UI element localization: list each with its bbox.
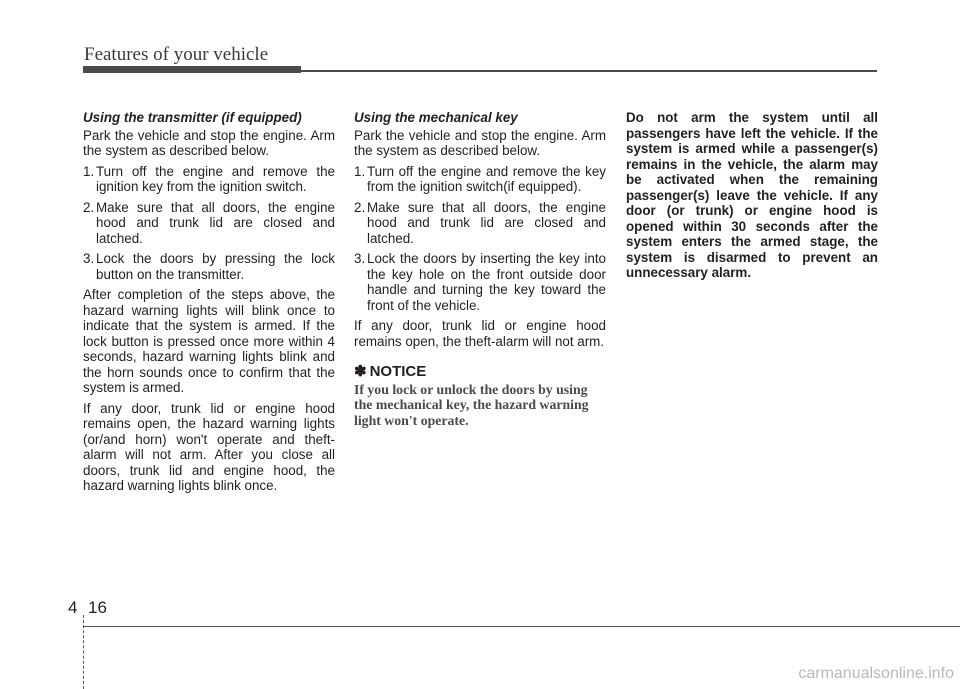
asterisk-icon: ✽ bbox=[354, 363, 367, 380]
notice-text: If you lock or unlock the doors by using the mechanical key, the hazard warning light won't operate. bbox=[354, 381, 589, 428]
section-heading: Using the mechanical key bbox=[354, 110, 518, 125]
warning-paragraph: Do not arm the system until all passengers have left the vehicle. If the system is armed while a passenger(s) remains in the vehicle, the alarm may be activated when the remaining passenger(s) leave the vehicle. If any door (or trunk) or engine hood is opened within 30 seconds after the system enters the armed stage, the system is disarmed to prevent an unnecessary alarm. bbox=[626, 110, 878, 280]
header-rule bbox=[301, 70, 877, 72]
chapter-number: 4 bbox=[68, 598, 78, 617]
footer-divider bbox=[83, 615, 84, 689]
notice-heading bbox=[354, 364, 606, 380]
intro-paragraph: Park the vehicle and stop the engine. Arm the system as described below. bbox=[354, 127, 606, 158]
step-list bbox=[83, 164, 335, 283]
list-item: 2. Make sure that all doors, the engine hood and trunk lid are closed and latched. bbox=[83, 199, 335, 246]
body-paragraph: If any door, trunk lid or engine hood remains open, the theft-alarm will not arm. bbox=[354, 318, 606, 349]
intro-paragraph: Park the vehicle and stop the engine. Arm the system as described below. bbox=[83, 127, 335, 158]
list-item: 1. Turn off the engine and remove the ignition key from the ignition switch. bbox=[83, 163, 335, 194]
step-list bbox=[354, 164, 606, 314]
column-mechanical-key bbox=[354, 110, 606, 428]
list-item: 3. Lock the doors by pressing the lock button on the transmitter. bbox=[83, 251, 335, 282]
column-transmitter bbox=[83, 110, 335, 499]
body-paragraph: After completion of the steps above, the hazard warning lights will blink once to indicate that the system is armed. If the lock button is pressed once more within 4 seconds, hazard warning lights blink and the horn sounds once to confirm that the system is armed. bbox=[83, 287, 335, 395]
list-item: 3. Lock the doors by inserting the key into the key hole on the front outside door handle and turning the key toward the front of the vehicle. bbox=[354, 251, 606, 313]
footer-rule bbox=[83, 626, 960, 627]
list-item: 1. Turn off the engine and remove the key from the ignition switch(if equipped). bbox=[354, 163, 606, 194]
section-heading: Using the transmitter (if equipped) bbox=[83, 110, 302, 125]
header-bar bbox=[83, 66, 301, 73]
column-warning bbox=[626, 110, 878, 286]
page-header-title: Features of your vehicle bbox=[84, 44, 269, 65]
page-number: 16 bbox=[88, 598, 107, 617]
notice-title: NOTICE bbox=[369, 363, 427, 380]
list-item: 2. Make sure that all doors, the engine hood and trunk lid are closed and latched. bbox=[354, 199, 606, 246]
body-paragraph: If any door, trunk lid or engine hood remains open, the hazard warning lights (or/and horn) won't operate and theft-alarm will not arm. After you close all doors, trunk lid and engine hood, the hazard warning lights blink once. bbox=[83, 400, 335, 493]
watermark-text: carmanualsonline.info bbox=[798, 665, 954, 682]
